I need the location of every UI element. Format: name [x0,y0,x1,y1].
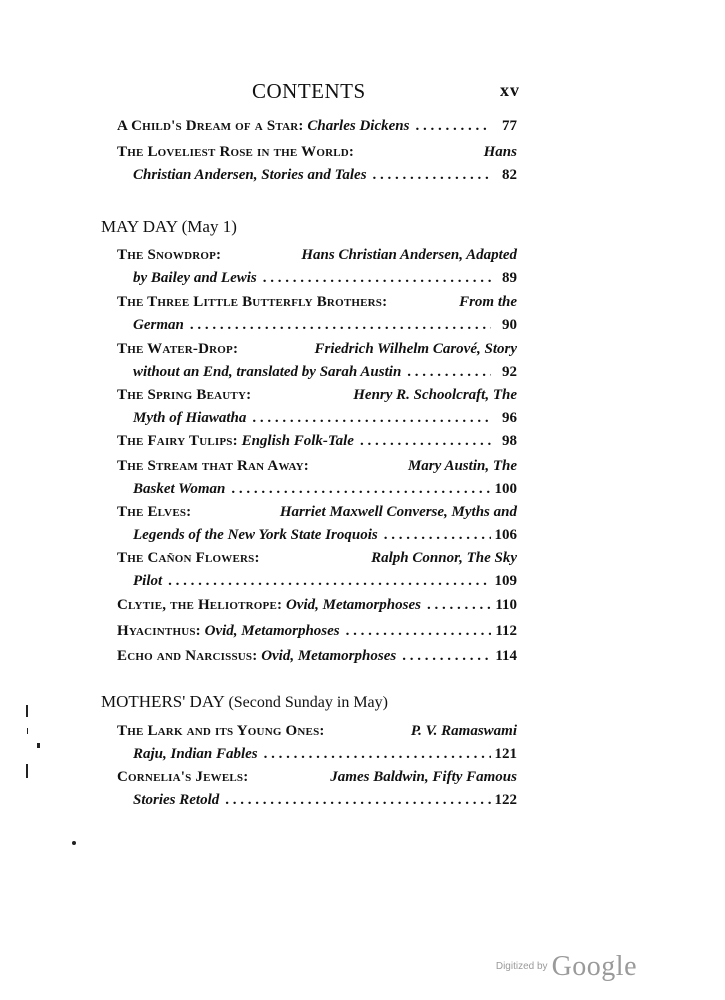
leader-dots [409,115,491,138]
toc-entry [117,338,517,384]
leader-dots [219,789,491,812]
entry-page: 96 [502,410,517,426]
leader-dots [258,743,491,766]
entry-title: The Stream that Ran Away: [117,458,309,474]
entry-page: 121 [494,746,517,762]
entry-source: Friedrich Wilhelm Carové, Story [314,341,517,357]
toc-entry [117,645,517,668]
entry-source-cont: Basket Woman [133,481,226,497]
entry-title: Hyacinthus: [117,623,201,639]
entry-source: Ovid, Metamorphoses [285,597,421,613]
entry-page: 92 [502,364,517,380]
entry-title: The Elves: [117,504,192,520]
entry-page: 98 [502,433,517,449]
entry-page: 100 [494,481,517,497]
toc-entry [117,291,517,337]
entry-source: From the [459,294,517,310]
entry-page: 82 [502,167,517,183]
google-logo: Google [551,951,637,982]
digitized-prefix: Digitized by [495,961,548,972]
leader-dots [367,164,491,187]
page-title: CONTENTS [252,79,366,103]
entry-source-cont: German [133,317,184,333]
toc-entry [117,455,517,501]
entry-title: Clytie, the Heliotrope: [117,597,283,613]
entry-page: 114 [495,648,517,664]
leader-dots [421,594,491,617]
section-heading: MAY DAY (May 1) [101,217,237,236]
scan-speck [72,841,76,845]
entry-page: 109 [494,573,517,589]
entry-source: Hans Christian Andersen, Adapted [301,247,517,263]
entry-title: Cornelia's Jewels: [117,769,249,785]
toc-entry [117,547,517,593]
entry-title: The Three Little Butterfly Brothers: [117,294,388,310]
toc-entry [117,766,517,812]
entry-source: Mary Austin, The [407,458,517,474]
section-heading [101,692,388,712]
toc-entry [117,430,517,453]
page-number: xv [500,80,520,100]
scan-speck [26,705,28,717]
entry-page: 110 [495,597,517,613]
entry-page: 90 [502,317,517,333]
leader-dots [225,478,491,501]
entry-title: The Water-Drop: [117,341,239,357]
running-head [100,79,520,105]
entry-title: A Child's Dream of a Star: [117,118,304,134]
entry-title: The Fairy Tulips: [117,433,238,449]
entry-source: English Folk-Tale [241,433,354,449]
entry-source: Ralph Connor, The Sky [371,550,517,566]
toc-entry [117,501,517,547]
entry-source-cont: Pilot [133,573,163,589]
entry-title: The Snowdrop: [117,247,222,263]
entry-title: Echo and Narcissus: [117,648,258,664]
entry-title: The Cañon Flowers: [117,550,260,566]
scan-speck [26,764,28,778]
entry-source-cont: without an End, translated by Sarah Austin [133,364,402,380]
leader-dots [162,570,491,593]
entry-title: The Lark and its Young Ones: [117,723,325,739]
toc-entry [117,720,517,766]
entry-source: P. V. Ramaswami [410,723,517,739]
scan-speck [27,728,28,734]
section-heading-main: MOTHERS' DAY [101,692,225,711]
toc-entry [117,141,517,187]
toc-entry [117,244,517,290]
entry-title: The Loveliest Rose in the World: [117,144,355,160]
entry-source-cont: by Bailey and Lewis [133,270,257,286]
scan-speck [37,743,40,748]
entry-title: The Spring Beauty: [117,387,252,403]
entry-page: 122 [494,792,517,808]
toc-entry [117,620,517,643]
toc-entry [117,115,517,138]
entry-page: 112 [495,623,517,639]
leader-dots [184,314,491,337]
entry-page: 89 [502,270,517,286]
entry-source: Ovid, Metamorphoses [261,648,397,664]
entry-source: Ovid, Metamorphoses [204,623,340,639]
entry-source: Hans [483,144,517,160]
entry-source-cont: Christian Andersen, Stories and Tales [133,167,367,183]
digitized-stamp [496,951,637,983]
entry-source: Henry R. Schoolcraft, The [353,387,517,403]
leader-dots [396,645,491,668]
entry-source: Harriet Maxwell Converse, Myths and [279,504,517,520]
leader-dots [378,524,491,547]
section-heading-sub: (Second Sunday in May) [228,694,388,711]
entry-source: Charles Dickens [307,118,410,134]
entry-source-cont: Stories Retold [133,792,220,808]
entry-source: James Baldwin, Fifty Famous [330,769,517,785]
leader-dots [257,267,491,290]
toc-entry [117,594,517,617]
leader-dots [340,620,491,643]
entry-source-cont: Raju, Indian Fables [133,746,258,762]
entry-source-cont: Myth of Hiawatha [133,410,247,426]
entry-source-cont: Legends of the New York State Iroquois [133,527,378,543]
leader-dots [401,361,491,384]
entry-page: 77 [502,118,517,134]
toc-entry [117,384,517,430]
entry-page: 106 [494,527,517,543]
leader-dots [246,407,491,430]
leader-dots [354,430,491,453]
